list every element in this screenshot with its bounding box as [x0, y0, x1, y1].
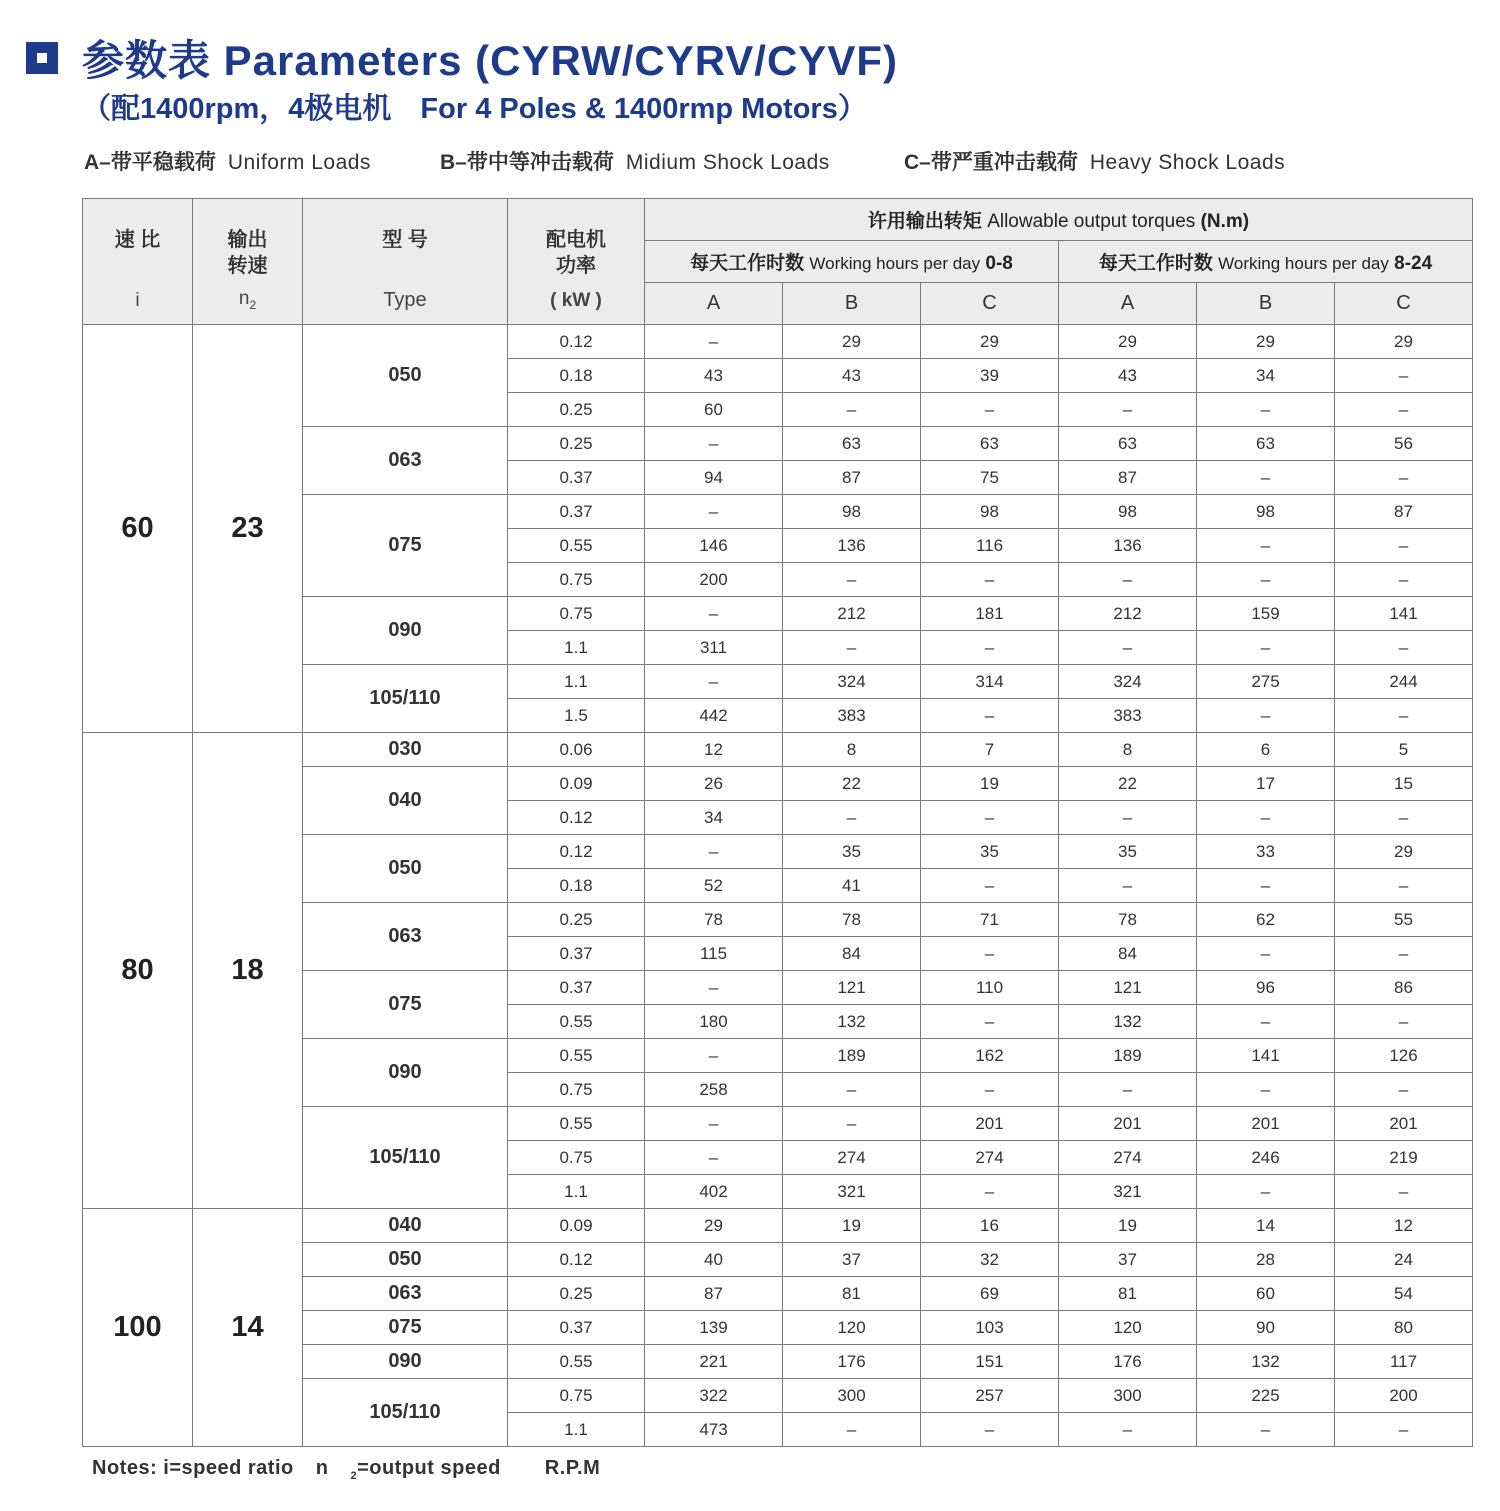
torque-cell: – — [1197, 937, 1335, 971]
torque-cell: 63 — [921, 427, 1059, 461]
torque-cell: 246 — [1197, 1141, 1335, 1175]
torque-cell: – — [783, 801, 921, 835]
torque-cell: – — [1197, 461, 1335, 495]
header-load-c: C — [1335, 283, 1473, 325]
torque-cell: 71 — [921, 903, 1059, 937]
torque-cell: – — [921, 1175, 1059, 1209]
torque-cell: – — [1335, 461, 1473, 495]
torque-cell: 274 — [921, 1141, 1059, 1175]
table-body — [83, 325, 1473, 1447]
torque-cell: 69 — [921, 1277, 1059, 1311]
torque-cell: – — [1335, 631, 1473, 665]
torque-cell: – — [1197, 1413, 1335, 1447]
type-cell: 105/110 — [303, 665, 508, 733]
title-row — [26, 30, 898, 86]
torque-cell: 63 — [783, 427, 921, 461]
torque-cell: – — [1335, 869, 1473, 903]
torque-cell: 136 — [1059, 529, 1197, 563]
page-subtitle: （配1400rpm，4极电机 For 4 Poles & 1400rmp Motors） — [82, 93, 867, 125]
torque-cell: 29 — [645, 1209, 783, 1243]
power-cell: 0.25 — [508, 393, 645, 427]
torque-cell: 34 — [1197, 359, 1335, 393]
torque-cell: 75 — [921, 461, 1059, 495]
torque-cell: 52 — [645, 869, 783, 903]
torque-cell: 84 — [1059, 937, 1197, 971]
table-row — [83, 325, 1473, 359]
power-cell: 0.55 — [508, 1039, 645, 1073]
torque-cell: – — [1197, 1073, 1335, 1107]
torque-cell: 5 — [1335, 733, 1473, 767]
power-cell: 0.09 — [508, 1209, 645, 1243]
torque-cell: – — [783, 1107, 921, 1141]
torque-cell: 139 — [645, 1311, 783, 1345]
torque-cell: – — [645, 971, 783, 1005]
torque-cell: 35 — [921, 835, 1059, 869]
torque-cell: 55 — [1335, 903, 1473, 937]
torque-cell: 244 — [1335, 665, 1473, 699]
torque-cell: 225 — [1197, 1379, 1335, 1413]
torque-cell: 322 — [645, 1379, 783, 1413]
torque-cell: 181 — [921, 597, 1059, 631]
torque-cell: 80 — [1335, 1311, 1473, 1345]
torque-cell: – — [645, 1141, 783, 1175]
torque-cell: 212 — [1059, 597, 1197, 631]
torque-cell: – — [921, 563, 1059, 597]
header-hours-0-8: 每天工作时数 Working hours per day 0-8 — [645, 241, 1059, 283]
torque-cell: 221 — [645, 1345, 783, 1379]
torque-cell: – — [645, 665, 783, 699]
type-cell: 105/110 — [303, 1379, 508, 1447]
torque-cell: 274 — [1059, 1141, 1197, 1175]
torque-cell: 121 — [783, 971, 921, 1005]
torque-cell: 19 — [1059, 1209, 1197, 1243]
torque-cell: 29 — [1335, 835, 1473, 869]
torque-cell: 29 — [921, 325, 1059, 359]
torque-cell: 86 — [1335, 971, 1473, 1005]
torque-cell: – — [1059, 393, 1197, 427]
power-cell: 0.37 — [508, 1311, 645, 1345]
torque-cell: – — [1335, 699, 1473, 733]
torque-cell: 311 — [645, 631, 783, 665]
torque-cell: 314 — [921, 665, 1059, 699]
power-cell: 0.37 — [508, 937, 645, 971]
type-cell: 030 — [303, 733, 508, 767]
output-speed-cell: 23 — [193, 325, 303, 733]
torque-cell: – — [921, 1005, 1059, 1039]
torque-cell: – — [1059, 631, 1197, 665]
torque-cell: – — [921, 1073, 1059, 1107]
torque-cell: – — [1335, 1413, 1473, 1447]
type-cell: 090 — [303, 1039, 508, 1107]
power-cell: 1.1 — [508, 665, 645, 699]
torque-cell: 115 — [645, 937, 783, 971]
torque-cell: 17 — [1197, 767, 1335, 801]
header-ratio: 速 比 i — [83, 199, 193, 325]
torque-cell: 201 — [1197, 1107, 1335, 1141]
torque-cell: 29 — [783, 325, 921, 359]
legend-item-b: B–带中等冲击载荷 Midium Shock Loads — [440, 151, 830, 174]
torque-cell: 15 — [1335, 767, 1473, 801]
torque-cell: 22 — [1059, 767, 1197, 801]
torque-cell: – — [645, 835, 783, 869]
torque-cell: 300 — [783, 1379, 921, 1413]
torque-cell: 78 — [1059, 903, 1197, 937]
torque-cell: 257 — [921, 1379, 1059, 1413]
torque-cell: 29 — [1197, 325, 1335, 359]
table-row — [83, 1209, 1473, 1243]
torque-cell: 26 — [645, 767, 783, 801]
torque-cell: – — [1197, 563, 1335, 597]
torque-cell: 136 — [783, 529, 921, 563]
torque-cell: – — [921, 631, 1059, 665]
type-cell: 075 — [303, 495, 508, 597]
power-cell: 0.55 — [508, 1345, 645, 1379]
torque-cell: 132 — [1197, 1345, 1335, 1379]
power-cell: 0.75 — [508, 597, 645, 631]
torque-cell: 94 — [645, 461, 783, 495]
torque-cell: 116 — [921, 529, 1059, 563]
torque-cell: – — [1335, 1175, 1473, 1209]
type-cell: 040 — [303, 1209, 508, 1243]
torque-cell: 132 — [783, 1005, 921, 1039]
header-allowable-torques: 许用输出转矩 Allowable output torques (N.m) — [645, 199, 1473, 241]
torque-cell: 29 — [1059, 325, 1197, 359]
torque-cell: 81 — [783, 1277, 921, 1311]
torque-cell: 63 — [1197, 427, 1335, 461]
square-bullet-icon — [26, 42, 58, 74]
torque-cell: – — [1335, 1005, 1473, 1039]
header-type: 型 号 Type — [303, 199, 508, 325]
power-cell: 0.18 — [508, 869, 645, 903]
torque-cell: 40 — [645, 1243, 783, 1277]
power-cell: 0.37 — [508, 971, 645, 1005]
torque-cell: 121 — [1059, 971, 1197, 1005]
power-cell: 0.55 — [508, 1005, 645, 1039]
ratio-cell: 60 — [83, 325, 193, 733]
header-load-a: A — [645, 283, 783, 325]
table-row — [83, 733, 1473, 767]
page-title: 参数表 Parameters (CYRW/CYRV/CYVF) — [82, 37, 898, 84]
torque-cell: – — [921, 937, 1059, 971]
torque-cell: 87 — [1059, 461, 1197, 495]
torque-cell: 189 — [1059, 1039, 1197, 1073]
torque-cell: 12 — [1335, 1209, 1473, 1243]
torque-cell: 117 — [1335, 1345, 1473, 1379]
torque-cell: 324 — [783, 665, 921, 699]
type-cell: 063 — [303, 903, 508, 971]
torque-cell: 96 — [1197, 971, 1335, 1005]
torque-cell: 87 — [1335, 495, 1473, 529]
torque-cell: – — [1197, 631, 1335, 665]
torque-cell: – — [1335, 393, 1473, 427]
header-motor-power: 配电机 功率 ( kW ) — [508, 199, 645, 325]
power-cell: 0.55 — [508, 529, 645, 563]
torque-cell: – — [921, 393, 1059, 427]
torque-cell: 29 — [1335, 325, 1473, 359]
torque-cell: – — [1059, 801, 1197, 835]
torque-cell: 39 — [921, 359, 1059, 393]
torque-cell: – — [1335, 801, 1473, 835]
torque-cell: 141 — [1335, 597, 1473, 631]
torque-cell: – — [1197, 1175, 1335, 1209]
power-cell: 0.75 — [508, 1379, 645, 1413]
torque-cell: 258 — [645, 1073, 783, 1107]
torque-cell: 43 — [645, 359, 783, 393]
torque-cell: 201 — [1059, 1107, 1197, 1141]
torque-cell: 54 — [1335, 1277, 1473, 1311]
torque-cell: 324 — [1059, 665, 1197, 699]
torque-cell: 176 — [1059, 1345, 1197, 1379]
torque-cell: 84 — [783, 937, 921, 971]
torque-cell: 300 — [1059, 1379, 1197, 1413]
power-cell: 0.12 — [508, 325, 645, 359]
torque-cell: 35 — [783, 835, 921, 869]
power-cell: 0.75 — [508, 563, 645, 597]
torque-cell: 274 — [783, 1141, 921, 1175]
torque-cell: 34 — [645, 801, 783, 835]
torque-cell: – — [783, 631, 921, 665]
torque-cell: 43 — [783, 359, 921, 393]
power-cell: 0.25 — [508, 903, 645, 937]
torque-cell: – — [783, 393, 921, 427]
torque-cell: 19 — [783, 1209, 921, 1243]
torque-cell: – — [1335, 529, 1473, 563]
torque-cell: – — [921, 699, 1059, 733]
power-cell: 0.09 — [508, 767, 645, 801]
torque-cell: – — [645, 597, 783, 631]
torque-cell: 383 — [1059, 699, 1197, 733]
torque-cell: 78 — [645, 903, 783, 937]
power-cell: 1.5 — [508, 699, 645, 733]
type-cell: 050 — [303, 325, 508, 427]
torque-cell: 212 — [783, 597, 921, 631]
torque-cell: 200 — [1335, 1379, 1473, 1413]
power-cell: 0.12 — [508, 1243, 645, 1277]
torque-cell: 120 — [783, 1311, 921, 1345]
torque-cell: 321 — [1059, 1175, 1197, 1209]
ratio-cell: 100 — [83, 1209, 193, 1447]
notes: Notes: i=speed ratio n $_2$=output speed R.P.M — [92, 1457, 601, 1482]
torque-cell: 98 — [1059, 495, 1197, 529]
torque-cell: 189 — [783, 1039, 921, 1073]
type-cell: 050 — [303, 835, 508, 903]
torque-cell: 321 — [783, 1175, 921, 1209]
legend-item-c: C–带严重冲击载荷 Heavy Shock Loads — [904, 151, 1286, 174]
torque-cell: 132 — [1059, 1005, 1197, 1039]
power-cell: 0.75 — [508, 1073, 645, 1107]
torque-cell: – — [921, 869, 1059, 903]
output-speed-cell: 18 — [193, 733, 303, 1209]
torque-cell: 16 — [921, 1209, 1059, 1243]
torque-cell: 219 — [1335, 1141, 1473, 1175]
torque-cell: 60 — [645, 393, 783, 427]
torque-cell: 383 — [783, 699, 921, 733]
power-cell: 0.75 — [508, 1141, 645, 1175]
type-cell: 063 — [303, 1277, 508, 1311]
torque-cell: 201 — [921, 1107, 1059, 1141]
torque-cell: 120 — [1059, 1311, 1197, 1345]
header-load-b: B — [1197, 283, 1335, 325]
torque-cell: 90 — [1197, 1311, 1335, 1345]
torque-cell: 87 — [783, 461, 921, 495]
torque-cell: 78 — [783, 903, 921, 937]
torque-cell: – — [1197, 1005, 1335, 1039]
torque-cell: 56 — [1335, 427, 1473, 461]
header-hours-8-24: 每天工作时数 Working hours per day 8-24 — [1059, 241, 1473, 283]
power-cell: 0.12 — [508, 835, 645, 869]
torque-cell: – — [1335, 937, 1473, 971]
type-cell: 050 — [303, 1243, 508, 1277]
torque-cell: – — [783, 563, 921, 597]
torque-cell: – — [1335, 359, 1473, 393]
torque-cell: 60 — [1197, 1277, 1335, 1311]
torque-cell: 473 — [645, 1413, 783, 1447]
torque-cell: – — [1197, 801, 1335, 835]
power-cell: 0.25 — [508, 427, 645, 461]
torque-cell: – — [1197, 529, 1335, 563]
torque-cell: – — [921, 801, 1059, 835]
torque-cell: – — [783, 1413, 921, 1447]
torque-cell: 32 — [921, 1243, 1059, 1277]
torque-cell: – — [783, 1073, 921, 1107]
power-cell: 1.1 — [508, 1175, 645, 1209]
torque-cell: – — [1197, 393, 1335, 427]
torque-cell: – — [1059, 869, 1197, 903]
torque-cell: – — [1335, 1073, 1473, 1107]
type-cell: 063 — [303, 427, 508, 495]
torque-cell: 159 — [1197, 597, 1335, 631]
torque-cell: – — [645, 1039, 783, 1073]
torque-cell: 37 — [1059, 1243, 1197, 1277]
torque-cell: 110 — [921, 971, 1059, 1005]
output-speed-cell: 14 — [193, 1209, 303, 1447]
power-cell: 1.1 — [508, 631, 645, 665]
torque-cell: – — [1197, 869, 1335, 903]
torque-cell: 19 — [921, 767, 1059, 801]
torque-cell: – — [921, 1413, 1059, 1447]
torque-cell: 24 — [1335, 1243, 1473, 1277]
power-cell: 0.06 — [508, 733, 645, 767]
torque-cell: 151 — [921, 1345, 1059, 1379]
torque-cell: 146 — [645, 529, 783, 563]
header-output-speed: 输出 转速 $n_2$ — [193, 199, 303, 325]
torque-cell: 402 — [645, 1175, 783, 1209]
torque-cell: 98 — [921, 495, 1059, 529]
torque-cell: 126 — [1335, 1039, 1473, 1073]
torque-cell: 41 — [783, 869, 921, 903]
torque-cell: – — [1059, 1073, 1197, 1107]
type-cell: 040 — [303, 767, 508, 835]
power-cell: 0.55 — [508, 1107, 645, 1141]
torque-cell: 141 — [1197, 1039, 1335, 1073]
torque-cell: 103 — [921, 1311, 1059, 1345]
torque-cell: 8 — [1059, 733, 1197, 767]
torque-cell: 12 — [645, 733, 783, 767]
header-load-c: C — [921, 283, 1059, 325]
torque-cell: 28 — [1197, 1243, 1335, 1277]
torque-cell: 6 — [1197, 733, 1335, 767]
type-cell: 090 — [303, 1345, 508, 1379]
torque-cell: – — [645, 495, 783, 529]
torque-cell: 14 — [1197, 1209, 1335, 1243]
torque-cell: 162 — [921, 1039, 1059, 1073]
torque-cell: 180 — [645, 1005, 783, 1039]
ratio-cell: 80 — [83, 733, 193, 1209]
power-cell: 0.18 — [508, 359, 645, 393]
torque-cell: 275 — [1197, 665, 1335, 699]
torque-cell: 87 — [645, 1277, 783, 1311]
torque-cell: – — [1059, 1413, 1197, 1447]
power-cell: 0.25 — [508, 1277, 645, 1311]
torque-cell: – — [645, 427, 783, 461]
torque-cell: 62 — [1197, 903, 1335, 937]
torque-cell: 201 — [1335, 1107, 1473, 1141]
power-cell: 0.12 — [508, 801, 645, 835]
torque-cell: – — [645, 325, 783, 359]
torque-cell: 98 — [783, 495, 921, 529]
type-cell: 075 — [303, 1311, 508, 1345]
torque-cell: 37 — [783, 1243, 921, 1277]
torque-cell: – — [1059, 563, 1197, 597]
torque-cell: 63 — [1059, 427, 1197, 461]
torque-cell: 200 — [645, 563, 783, 597]
type-cell: 090 — [303, 597, 508, 665]
torque-cell: 81 — [1059, 1277, 1197, 1311]
header-load-a: A — [1059, 283, 1197, 325]
torque-cell: 33 — [1197, 835, 1335, 869]
header-load-b: B — [783, 283, 921, 325]
power-cell: 0.37 — [508, 461, 645, 495]
torque-cell: 98 — [1197, 495, 1335, 529]
torque-cell: 8 — [783, 733, 921, 767]
torque-cell: 442 — [645, 699, 783, 733]
torque-cell: 35 — [1059, 835, 1197, 869]
torque-cell: 7 — [921, 733, 1059, 767]
torque-cell: 22 — [783, 767, 921, 801]
torque-cell: 43 — [1059, 359, 1197, 393]
power-cell: 1.1 — [508, 1413, 645, 1447]
torque-cell: 176 — [783, 1345, 921, 1379]
parameters-table — [82, 198, 1473, 1447]
type-cell: 105/110 — [303, 1107, 508, 1209]
torque-cell: – — [1335, 563, 1473, 597]
legend-item-a: A–带平稳载荷 Uniform Loads — [84, 151, 371, 174]
torque-cell: – — [645, 1107, 783, 1141]
type-cell: 075 — [303, 971, 508, 1039]
power-cell: 0.37 — [508, 495, 645, 529]
torque-cell: – — [1197, 699, 1335, 733]
